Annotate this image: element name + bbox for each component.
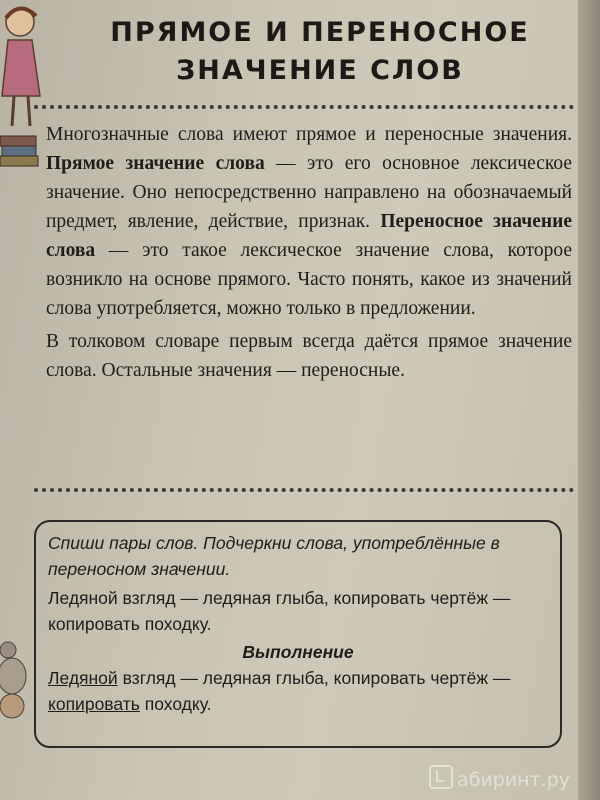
solution-title: Выполнение bbox=[242, 642, 354, 662]
theory-paragraph-2: В толковом словаре первым всегда даётся прямое значение слова. Остальные значения — переносные. bbox=[46, 331, 572, 381]
exercise-words: Ледяной взгляд — ледяная глыба, копировать чертёж — копировать походку. bbox=[48, 588, 511, 634]
exercise-task: Спиши пары слов. Подчеркни слова, употреблённые в переносном значении. bbox=[48, 533, 500, 579]
theory-paragraph-1: Многозначные слова имеют прямое и переносные значения. Прямое значение слова — это его основное лексическое значение. Оно непосредственно направлено на обозначаемый предмет, явление, действие, признак. Переносное значение слова — это такое лексическое значение слова, которое возникло на основе прямого. Часто понять, какое из значений слова употребляется, можно только в предложении. bbox=[46, 124, 573, 319]
watermark: абиринт.ру bbox=[429, 765, 570, 791]
term-direct-meaning: Прямое значение слова bbox=[46, 153, 265, 174]
page-title bbox=[100, 14, 540, 90]
opposite-page-edge bbox=[578, 0, 600, 800]
mouse-illustration bbox=[0, 640, 30, 720]
term-figurative-meaning: Переносное значение слова bbox=[46, 211, 572, 261]
title-line-2: ЗНАЧЕНИЕ СЛОВ bbox=[176, 55, 464, 86]
dotted-divider-bottom bbox=[34, 488, 574, 492]
underlined-word-2: копировать bbox=[48, 694, 140, 714]
books-illustration bbox=[0, 130, 40, 170]
labirint-logo-icon bbox=[429, 765, 453, 789]
exercise-box bbox=[34, 520, 562, 748]
dotted-divider-top bbox=[34, 105, 574, 109]
theory-text bbox=[46, 120, 572, 385]
underlined-word-1: Ледяной bbox=[48, 668, 118, 688]
solution-text: Ледяной взгляд — ледяная глыба, копировать чертёж — копировать походку. bbox=[48, 668, 511, 714]
title-line-1: ПРЯМОЕ И ПЕРЕНОСНОЕ bbox=[110, 17, 530, 48]
girl-illustration bbox=[0, 0, 44, 130]
